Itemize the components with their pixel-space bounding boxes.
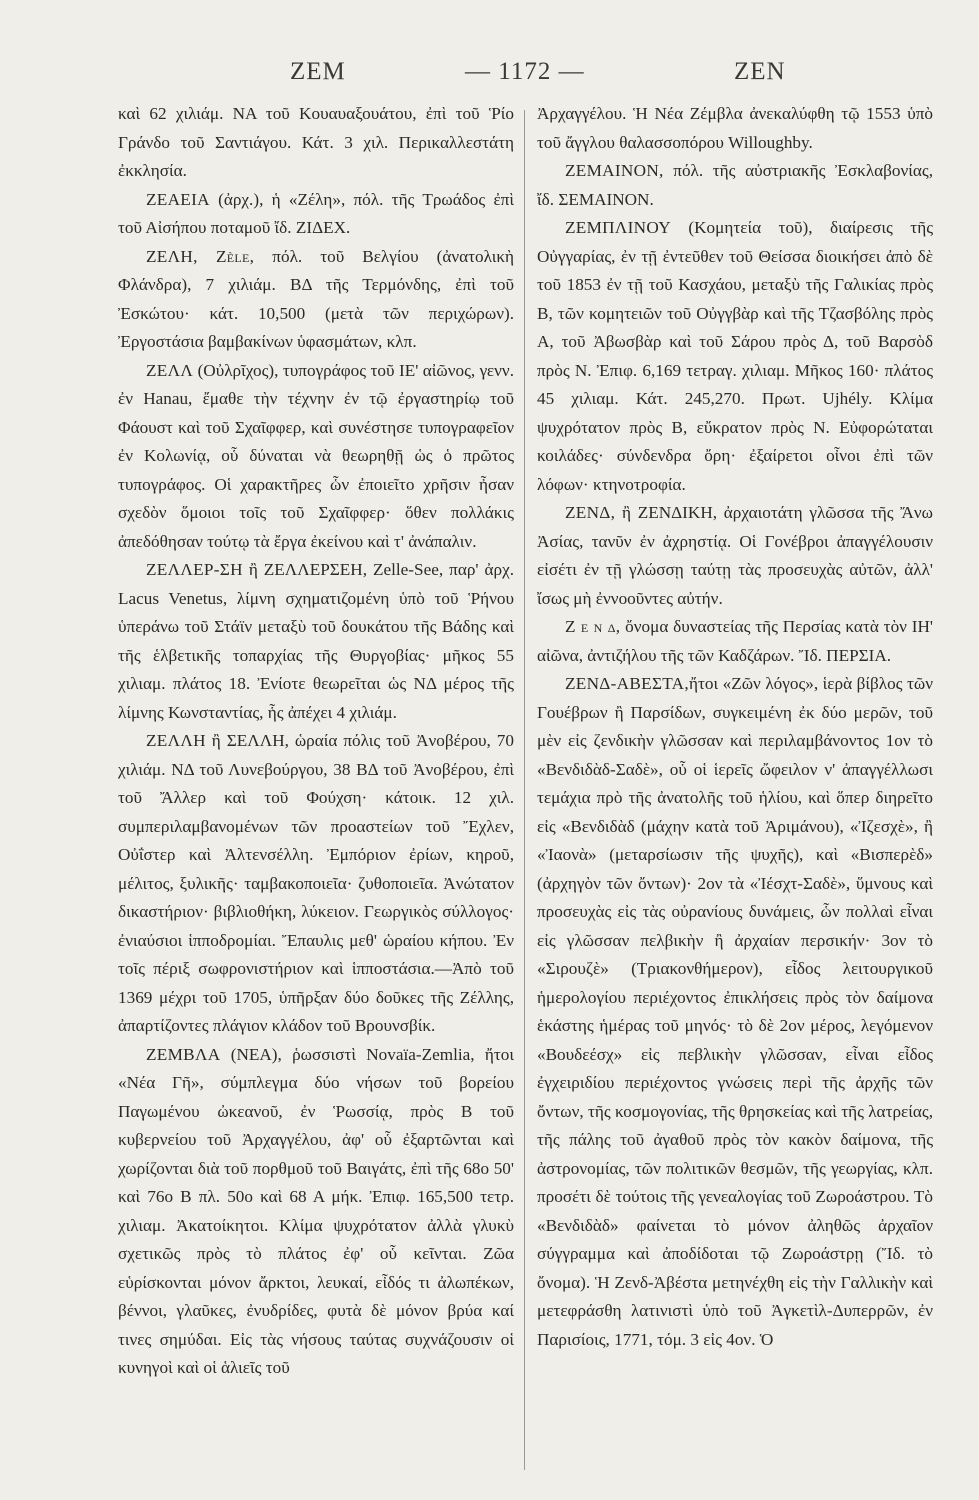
dictionary-entry: [537, 670, 933, 1354]
entry-headword: ΖΕΝΔ,: [565, 503, 616, 522]
entry-text: καὶ 62 χιλιάμ. ΝΑ τοῦ Κουαυαξουάτου, ἐπὶ τοῦ Ῥίο Γράνδο τοῦ Σαντιάγου. Κάτ. 3 χιλ. Περικαλλεστάτη ἐκκλησία.: [118, 104, 514, 180]
dictionary-entry: [537, 157, 933, 214]
dictionary-entry: [118, 556, 514, 727]
entry-headword: ΖΕΝΔ-ΑΒΕΣΤΑ,: [565, 674, 689, 693]
entry-text: (ΝΕΑ), ῥωσσιστὶ Novaïa-Zemlia, ἤτοι «Νέα Γῆ», σύμπλεγμα δύο νήσων τοῦ βορείου Παγωμένου ὠκεανοῦ, ἐν Ῥωσσίᾳ, πρὸς Β τοῦ κυβερνείου τοῦ Ἀρχαγγέλου, ἀφ' οὗ ἐξαρτῶνται καὶ χωρίζονται διὰ τοῦ πορθμοῦ τοῦ Βαιγάτς, ἐπὶ τῆς 68ο 50' καὶ 76ο Β πλ. 50ο καὶ 68 Α μήκ. Ἐπιφ. 165,500 τετρ. χιλιαμ. Ἀκατοίκητοι. Κλίμα ψυχρότατον ἀλλὰ γλυκὺ σχετικῶς πρὸς τὸ πλάτος ἐφ' οὗ κεῖνται. Ζῶα εὑρίσκονται μόνον ἄρκτοι, λευκαί, εἶδός τι ἀλωπέκων, βέννοι, γλαῦκες, ἐνυδρίδες, φυτὰ δὲ μόνον βρύα καί τινες σημύδαι. Εἰς τὰς νήσους ταύτας συχνάζουσιν οἱ κυνηγοὶ καὶ οἱ ἁλιεῖς τοῦ: [118, 1044, 514, 1377]
dictionary-entry: [537, 613, 933, 670]
dictionary-entry: [118, 243, 514, 357]
entry-headword: ΖΕΑΕΙΑ: [146, 189, 210, 209]
entry-headword: ΖΕΛΛΗ: [146, 731, 206, 750]
entry-headword: ΖΕΜΒΛΑ: [146, 1044, 221, 1064]
column-divider: [524, 110, 525, 1470]
right-column: [537, 100, 933, 1478]
dictionary-entry: [118, 357, 514, 557]
entry-text: ἢ ΖΕΛΛΕΡΣΕΗ, Zelle-See, παρ' ἀρχ. Lacus Venetus, λίμνη σχηματιζομένη ὑπὸ τοῦ Ῥήνου ὑπεράνω τοῦ Στάϊν μεταξὺ τοῦ δουκάτου τῆς Βάδης καὶ τῆς ἑλβετικῆς τοπαρχίας τῆς Θυργοβίας· μῆκος 55 χιλιαμ. πλάτος 18. Ἐνίοτε θεωρεῖται ὡς ΝΔ μέρος τῆς λίμνης Κωνσταντίας, ἧς ἀπέχει 4 χιλιάμ.: [118, 560, 514, 722]
left-column: [118, 100, 514, 1478]
entry-text: ἢ ΣΕΛΛΗ, ὡραία πόλις τοῦ Ἀνοβέρου, 70 χιλιάμ. ΝΔ τοῦ Λυνεβούργου, 38 ΒΔ τοῦ Ἀνοβέρου, ἐπὶ τοῦ Ἄλλερ καὶ τοῦ Φούχση· κάτοικ. 12 χιλ. συμπεριλαμβανομένων τῶν προαστείων τοῦ Ἔχλεν, Οὐΐστερ καὶ Ἀλτενσέλλη. Ἐμπόριον ἐρίων, κηροῦ, μέλιτος, ξυλικῆς· ταμβακοποιεῖα· ζυθοποιεῖα. Ἀνώτατον δικαστήριον· βιβλιοθήκη, λύκειον. Γεωργικὸς σύλλογος· ἐνιαύσιοι ἱπποδρομίαι. Ἔπαυλις μεθ' ὡραίου κήπου. Ἐν τοῖς πέριξ σωφρονιστήριον καὶ ἱπποστάσια.—Ἀπὸ τοῦ 1369 μέχρι τοῦ 1705, ὑπῆρξαν δύο δοῦκες τῆς Ζέλλης, ἀπαρτίζοντες πλάγιον κλάδον τοῦ Βρουνσβίκ.: [118, 731, 514, 1035]
dictionary-entry: [537, 100, 933, 157]
running-header: [120, 58, 920, 98]
entry-text: ἤτοι «Ζῶν λόγος», ἱερὰ βίβλος τῶν Γουέβρων ἢ Παρσίδων, συγκειμένη ἐκ δύο μερῶν, τοῦ μὲν εἰς ζενδικὴν γλῶσσαν καὶ περιλαμβάνοντος 1ον τὸ «Βενδιδὰδ-Σαδὲ», οὗ οἱ ἱερεῖς ὤφειλον ν' ἀπαγγέλλωσι τεμάχια πρὸ τῆς ἀνατολῆς τοῦ ἡλίου, καὶ ὅπερ διηρεῖτο εἰς «Βενδιδὰδ (μάχην κατὰ τοῦ Ἀριμάνου), «Ἰζεσχὲ», ἢ «Ἰαονὰ» (μεταρσίωσιν τῆς ψυχῆς), καὶ «Βισπερὲδ» (ἀρχηγὸν τῶν ὄντων)· 2ον τὰ «Ἰέσχτ-Σαδὲ», ὕμνους καὶ προσευχὰς εἰς τὰς οὐρανίους δυνάμεις, ὧν πολλαὶ εἶναι εἰς γλῶσσαν πελβικὴν ἢ ἀρχαίαν περσικήν· 3ον τὸ «Σιρουζὲ» (Τριακονθήμερον), εἶδος λειτουργικοῦ ἡμερολογίου περιέχοντος ἐπικλήσεις πρὸς τὸν δαίμονα ἑκάστης ἡμέρας τοῦ μηνός· τὸ δὲ 2ον μέρος, λεγόμενον «Βουδεέσχ» εἰς πεβλικὴν γλῶσσαν, εἶναι εἶδος ἐγχειριδίου περιέχοντος γνώσεις περὶ τῆς ἀρχῆς τῶν ὄντων, τῆς κοσμογονίας, τῆς θρησκείας καὶ τῆς λατρείας, τῆς πάλης τοῦ ἀγαθοῦ πρὸς τὸν κακὸν δαίμονα, τῆς ἀστρονομίας, τῶν πολιτικῶν θεσμῶν, τῆς γεωργίας, κλπ. προσέτι δὲ τούτοις τῆς γενεαλογίας τοῦ Ζωροάστρου. Τὸ «Βενδιδὰδ» φαίνεται τὸ μόνον ἀληθῶς ἀρχαῖον σύγγραμμα καὶ ἀποδίδοται τῷ Ζωροάστρῃ (Ἴδ. τὸ ὄνομα). Ἡ Ζενδ-Ἀβέστα μετηνέχθη εἰς τὴν Γαλλικὴν καὶ μετεφράσθη λατινιστὶ ὑπὸ τοῦ Ἀγκετὶλ-Δυπερρῶν, ἐν Παρισίοις, 1771, τόμ. 3 εἰς 4ον. Ὁ: [537, 674, 933, 1349]
header-right-guideword: ΖΕΝ: [734, 58, 786, 85]
header-left-guideword: ΖΕΜ: [290, 58, 346, 85]
dictionary-entry: [118, 1041, 514, 1383]
entry-text: πόλ. τῆς αὐστριακῆς Ἐσκλαβονίας, ἴδ. ΣΕΜΑΙΝΟΝ.: [537, 161, 933, 209]
entry-text: (ἀρχ.), ἡ «Ζέλη», πόλ. τῆς Τρωάδος ἐπὶ τοῦ Αἰσήπου ποταμοῦ ἴδ. ΖΙΔΕΧ.: [118, 189, 514, 237]
entry-text: πόλ. τοῦ Βελγίου (ἀνατολικὴ Φλάνδρα), 7 χιλιάμ. ΒΔ τῆς Τερμόνδης, ἐπὶ τοῦ Ἐσκώτου· κάτ. 10,500 (μετὰ τῶν περιχώρων). Ἐργοστάσια βαμβακίνων ὑφασμάτων, κλπ.: [118, 246, 514, 351]
dictionary-entry: [118, 186, 514, 243]
page-number: — 1172 —: [465, 58, 585, 85]
entry-text: (Οὐλρῖχος), τυπογράφος τοῦ ΙΕ' αἰῶνος, γενν. ἐν Hanau, ἔμαθε τὴν τέχνην ἐν τῷ ἐργαστηρίῳ τοῦ Φάουστ καὶ τοῦ Σχαῖφφερ, καὶ συνέστησε τυπογραφεῖον ἐν Κολωνίᾳ, οὗ δύναται νὰ θεωρηθῇ ὡς ὁ πρῶτος τυπογράφος. Οἱ χαρακτῆρες ὧν ἐποιεῖτο χρῆσιν ἦσαν σχεδὸν ὅμοιοι τοῖς τοῦ Σχαῖφφερ· ὅθεν πολλάκις ἀπεδόθησαν τούτῳ τὰ ἔργα ἐκείνου καὶ τ' ἀνάπαλιν.: [118, 360, 514, 551]
entry-headword: ΖΕΛΛ: [146, 360, 194, 380]
dictionary-entry: [537, 214, 933, 499]
dictionary-entry: [118, 100, 514, 186]
entry-headword: ΖΕΜΑΙΝΟΝ,: [565, 161, 664, 180]
entry-text: (Κομητεία τοῦ), διαίρεσις τῆς Οὐγγαρίας, ἐν τῇ ἐντεῦθεν τοῦ Θείσσα διοικήσει ἀπὸ δὲ τοῦ 1853 ἐν τῇ τοῦ Κασχάου, μεταξὺ τῆς Γαλικίας πρὸς Β, τῶν κομητειῶν τοῦ Οὐγγβὰρ καὶ τῆς Τζασβόλης πρὸς Α, τοῦ Ἀβωσβὰρ καὶ τοῦ Σάρου πρὸς Δ, τοῦ Βαρσὸδ πρὸς Ν. Ἐπιφ. 6,169 τετραγ. χιλιαμ. Μῆκος 160· πλάτος 45 χιλιαμ. Κάτ. 245,270. Πρωτ. Ujhély. Κλίμα ψυχρότατον πρὸς Β, εὔκρατον πρὸς Ν. Εὐφορώταται κοιλάδες· σύνδενδρα ὄρη· ἐξαίρετοι οἶνοι ἐπὶ τῶν λόφων· κτηνοτροφία.: [537, 218, 933, 494]
entry-text: ὄνομα δυναστείας τῆς Περσίας κατὰ τὸν ΙΗ' αἰῶνα, ἀντιζήλου τῆς τῶν Καδζάρων. Ἴδ. ΠΕΡΣΙΑ.: [537, 617, 933, 665]
entry-headword: ΖΕΛΛΕΡ-ΣΗ: [146, 560, 243, 579]
entry-text: Ἀρχαγγέλου. Ἡ Νέα Ζέμβλα ἀνεκαλύφθη τῷ 1553 ὑπὸ τοῦ ἄγγλου θαλασσοπόρου Willoughby.: [537, 104, 933, 152]
entry-headword: Ζ ε ν δ,: [565, 617, 621, 636]
entry-headword: ΖΕΜΠΛΙΝΟΥ: [565, 218, 671, 237]
dictionary-entry: [537, 499, 933, 613]
dictionary-entry: [118, 727, 514, 1041]
entry-text: ἢ ΖΕΝΔΙΚΗ, ἀρχαιοτάτη γλῶσσα τῆς Ἄνω Ἀσίας, τανῦν ἐν ἀχρηστίᾳ. Οἱ Γονέβροι ἀπαγγέλουσιν εἰσέτι ἐν τῇ γλώσσῃ ταύτῃ τὰς προσευχὰς αὐτῶν, ἀλλ' ἴσως μὴ ἐννοοῦντες αὐτήν.: [537, 503, 933, 608]
entry-headword: ΖΕΛΗ, Zèle,: [146, 246, 255, 266]
